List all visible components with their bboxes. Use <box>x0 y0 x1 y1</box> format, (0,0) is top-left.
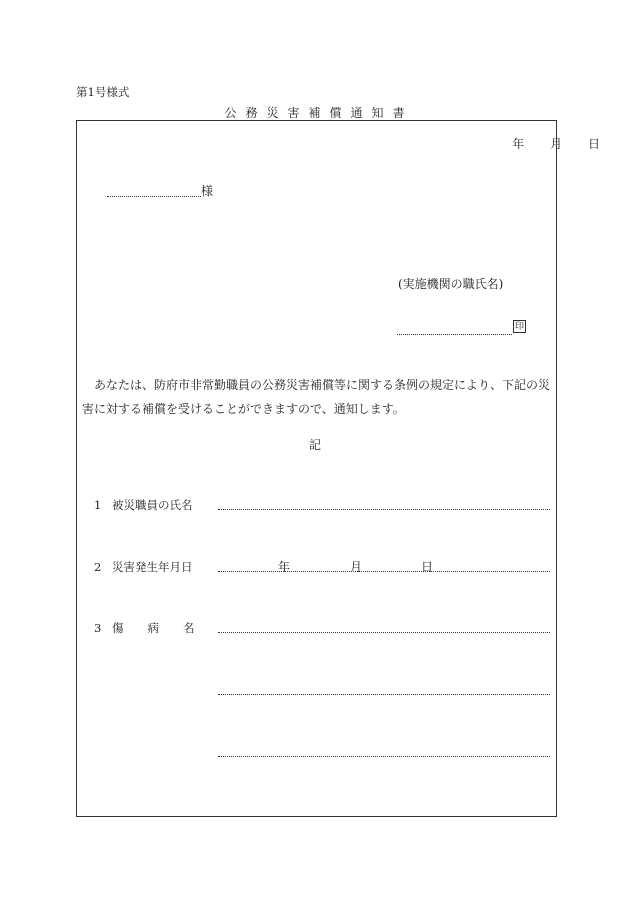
issuer-org-label: (実施機関の職氏名) <box>398 277 504 291</box>
incident-month-label: 月 <box>350 560 363 574</box>
addressee-name-field[interactable] <box>107 184 201 197</box>
incident-year-label: 年 <box>278 560 291 574</box>
issuer-name-field[interactable] <box>397 322 512 335</box>
notice-body: あなたは、防府市非常勤職員の公務災害補償等に関する条例の規定により、下記の災害に対する補償を受けることができますので、通知します。 <box>82 378 551 416</box>
day-label: 日 <box>587 137 600 151</box>
victim-name-field[interactable] <box>218 497 550 510</box>
month-label: 月 <box>550 137 563 151</box>
item-victim-name <box>94 497 193 513</box>
item-number: 1 <box>94 498 102 512</box>
issue-date <box>512 135 600 152</box>
ki-heading: 記 <box>308 438 321 452</box>
addressee-honorific: 様 <box>201 184 214 198</box>
incident-date-field[interactable] <box>218 559 550 572</box>
document-title: 公務災害補償通知書 <box>224 106 414 120</box>
incident-day-label: 日 <box>421 560 434 574</box>
year-label: 年 <box>512 137 525 151</box>
injury-name-field-3[interactable] <box>218 744 550 757</box>
injury-name-field-1[interactable] <box>218 620 550 633</box>
item-number: 2 <box>94 560 102 574</box>
item-number: 3 <box>94 621 102 635</box>
form-frame <box>76 120 557 817</box>
item-label: 傷病名 <box>112 621 219 635</box>
item-incident-date <box>94 559 193 575</box>
item-label: 災害発生年月日 <box>112 560 193 574</box>
form-number: 第1号様式 <box>76 85 130 99</box>
injury-name-field-2[interactable] <box>218 682 550 695</box>
seal-mark: 印 <box>514 322 524 332</box>
item-injury-name <box>94 620 219 636</box>
item-label: 被災職員の氏名 <box>112 498 193 512</box>
